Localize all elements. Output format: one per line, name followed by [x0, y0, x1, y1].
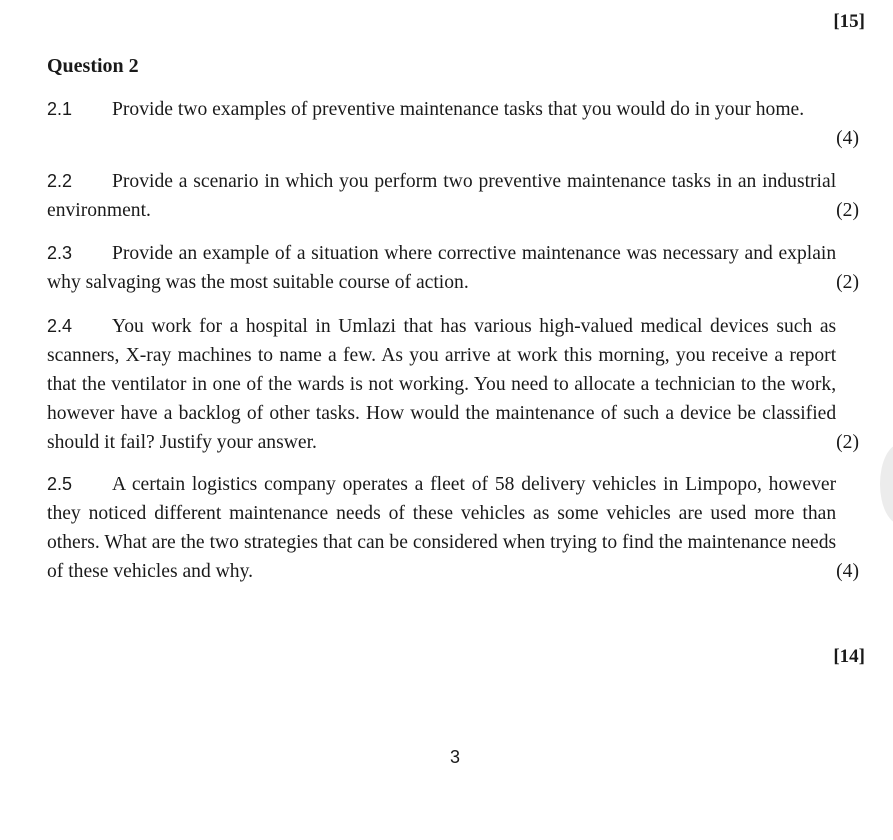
question-marks: (2) [836, 272, 859, 293]
question-marks: (4) [836, 128, 859, 149]
page-number: 3 [450, 747, 461, 767]
question-2-3 [47, 239, 865, 297]
question-marks: (2) [836, 432, 859, 453]
question-number: 2.4 [47, 316, 73, 336]
previous-total-marks: [15] [833, 11, 865, 32]
question-marks: (2) [836, 200, 859, 221]
question-marks: (4) [836, 561, 859, 582]
question-text: You work for a hospital in Umlazi that has various high-valued medical devices such as scanners, X-ray machines to name a few. As you arrive at work this morning, you receive a report that the ventilator in one of the wards is not working. You need to allocate a technician to the work, however have a backlog of other tasks. How would the maintenance of such a device be classified should it fail? Justify your answer. [47, 316, 837, 453]
question-text: A certain logistics company operates a fleet of 58 delivery vehicles in Limpopo, however they noticed different maintenance needs of these vehicles as some vehicles are used more than others. What are the two strategies that can be considered when trying to find the maintenance needs of these vehicles and why. [47, 474, 837, 582]
question-number: 2.5 [47, 474, 73, 494]
section-total-marks: [14] [833, 646, 865, 667]
question-2-2 [47, 167, 865, 225]
question-2-5 [47, 470, 865, 586]
question-text: Provide a scenario in which you perform two preventive maintenance tasks in an industrial environment. [47, 171, 837, 221]
question-text: Provide two examples of preventive maintenance tasks that you would do in your home. [112, 99, 805, 120]
edge-shadow [880, 444, 893, 524]
question-heading: Question 2 [47, 55, 139, 77]
question-text: Provide an example of a situation where corrective maintenance was necessary and explain why salvaging was the most suitable course of action. [47, 243, 837, 293]
question-number: 2.2 [47, 171, 73, 191]
question-2-1 [47, 95, 865, 153]
question-number: 2.1 [47, 99, 73, 119]
question-2-4 [47, 312, 865, 457]
question-number: 2.3 [47, 243, 73, 263]
